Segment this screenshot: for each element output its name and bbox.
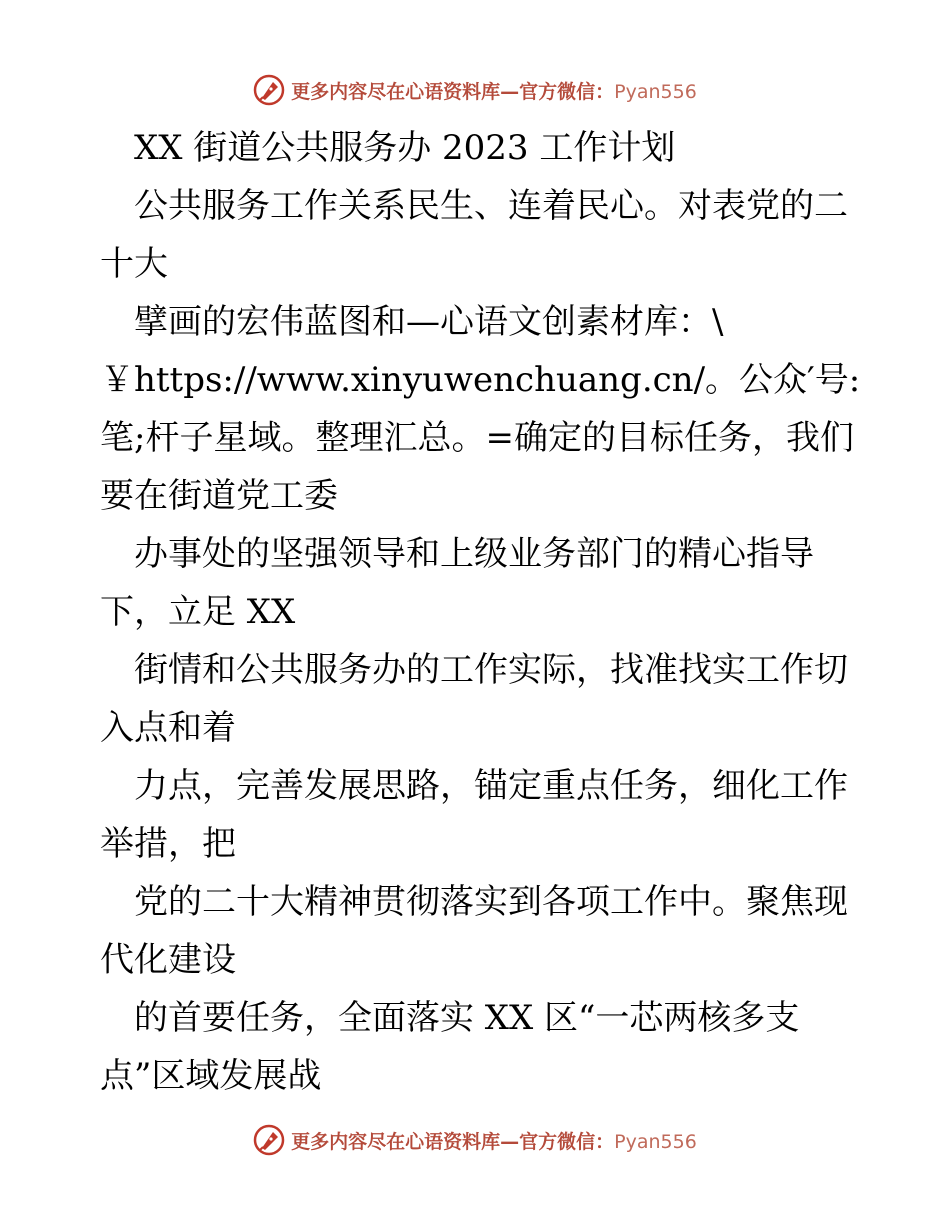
footer-banner xyxy=(0,1120,950,1160)
paragraph-line: 要在街道党工委 xyxy=(100,476,338,516)
paragraph-line: 十大 xyxy=(100,244,168,284)
paragraph-line: 入点和着 xyxy=(100,708,236,748)
footer-banner-text: 更多内容尽在心语资料库—官方微信：Pyan556 xyxy=(291,1130,697,1153)
document-title: XX 街道公共服务办 2023 工作计划 xyxy=(134,128,676,168)
pen-nib-logo-icon xyxy=(253,1124,285,1156)
pen-nib-logo-icon xyxy=(253,74,285,106)
paragraph-line: 笔;杆子星域。整理汇总。=确定的目标任务，我们 xyxy=(100,418,854,458)
paragraph-line: 街情和公共服务办的工作实际，找准找实工作切 xyxy=(134,650,848,690)
paragraph-line: 办事处的坚强领导和上级业务部门的精心指导 xyxy=(134,534,814,574)
paragraph-line: ￥https://www.xinyuwenchuang.cn/。公众′号: xyxy=(100,360,861,400)
paragraph-line: 党的二十大精神贯彻落实到各项工作中。聚焦现 xyxy=(134,882,848,922)
header-banner-text: 更多内容尽在心语资料库—官方微信：Pyan556 xyxy=(291,80,697,103)
paragraph-line: 力点，完善发展思路，锚定重点任务，细化工作 xyxy=(134,766,848,806)
paragraph-line: 擘画的宏伟蓝图和—心语文创素材库：\ xyxy=(134,302,724,342)
paragraph-line: 代化建设 xyxy=(100,940,236,980)
paragraph-line: 点”区域发展战 xyxy=(100,1056,322,1096)
paragraph-line: 下，立足 XX xyxy=(100,592,296,632)
paragraph-line: 公共服务工作关系民生、连着民心。对表党的二 xyxy=(134,186,848,226)
paragraph-line: 的首要任务，全面落实 XX 区“一芯两核多支 xyxy=(134,998,800,1038)
header-banner xyxy=(0,70,950,110)
paragraph-line: 举措，把 xyxy=(100,824,236,864)
